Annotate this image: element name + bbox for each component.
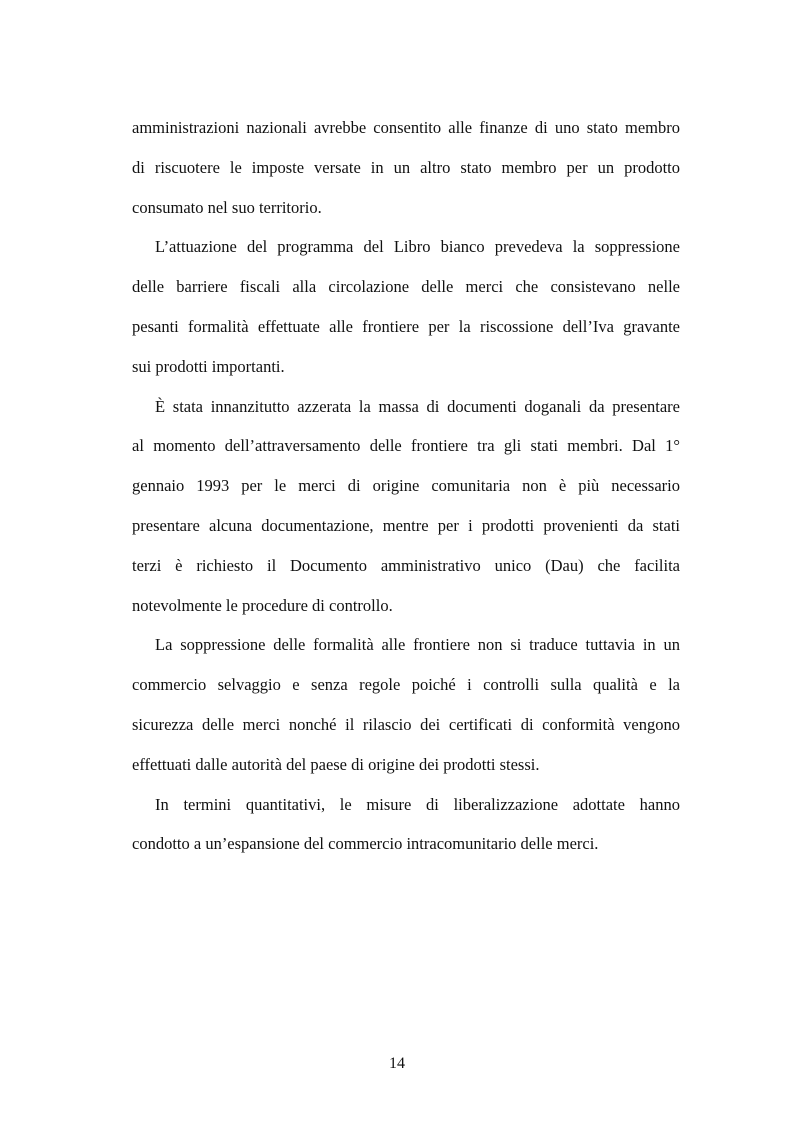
text-line: effettuati dalle autorità del paese di origine dei prodotti stessi. xyxy=(132,754,540,774)
text-line: notevolmente le procedure di controllo. xyxy=(132,595,393,615)
text-line: gennaio 1993 per le merci di origine comunitaria non è più necessario xyxy=(132,476,680,496)
text-line: sui prodotti importanti. xyxy=(132,356,285,376)
text-line: consumato nel suo territorio. xyxy=(132,197,322,217)
text-line: amministrazioni nazionali avrebbe consentito alle finanze di uno stato membro xyxy=(132,118,680,137)
text-line: pesanti formalità effettuate alle frontiere per la riscossione dell’Iva gravante xyxy=(132,316,680,336)
body-text xyxy=(132,108,680,864)
text-line: presentare alcuna documentazione, mentre per i prodotti provenienti da stati xyxy=(132,515,680,535)
text-line: commercio selvaggio e senza regole poiché i controlli sulla qualità e la xyxy=(132,675,680,695)
paragraph-first-line: È stata innanzitutto azzerata la massa di documenti doganali da presentare xyxy=(155,396,680,416)
text-line: terzi è richiesto il Documento amministrativo unico (Dau) che facilita xyxy=(132,555,680,575)
text-line: di riscuotere le imposte versate in un altro stato membro per un prodotto xyxy=(132,157,680,177)
paragraph-first-line: In termini quantitativi, le misure di liberalizzazione adottate hanno xyxy=(155,794,680,814)
text-line: al momento dell’attraversamento delle frontiere tra gli stati membri. Dal 1° xyxy=(132,436,680,456)
paragraph-first-line: L’attuazione del programma del Libro bianco prevedeva la soppressione xyxy=(155,237,680,257)
page-number: 14 xyxy=(389,1055,405,1072)
text-line: delle barriere fiscali alla circolazione delle merci che consistevano nelle xyxy=(132,277,680,297)
text-line: sicurezza delle merci nonché il rilascio dei certificati di conformità vengono xyxy=(132,714,680,734)
text-line: condotto a un’espansione del commercio intracomunitario delle merci. xyxy=(132,834,599,854)
paragraph-first-line: La soppressione delle formalità alle frontiere non si traduce tuttavia in un xyxy=(155,635,680,655)
